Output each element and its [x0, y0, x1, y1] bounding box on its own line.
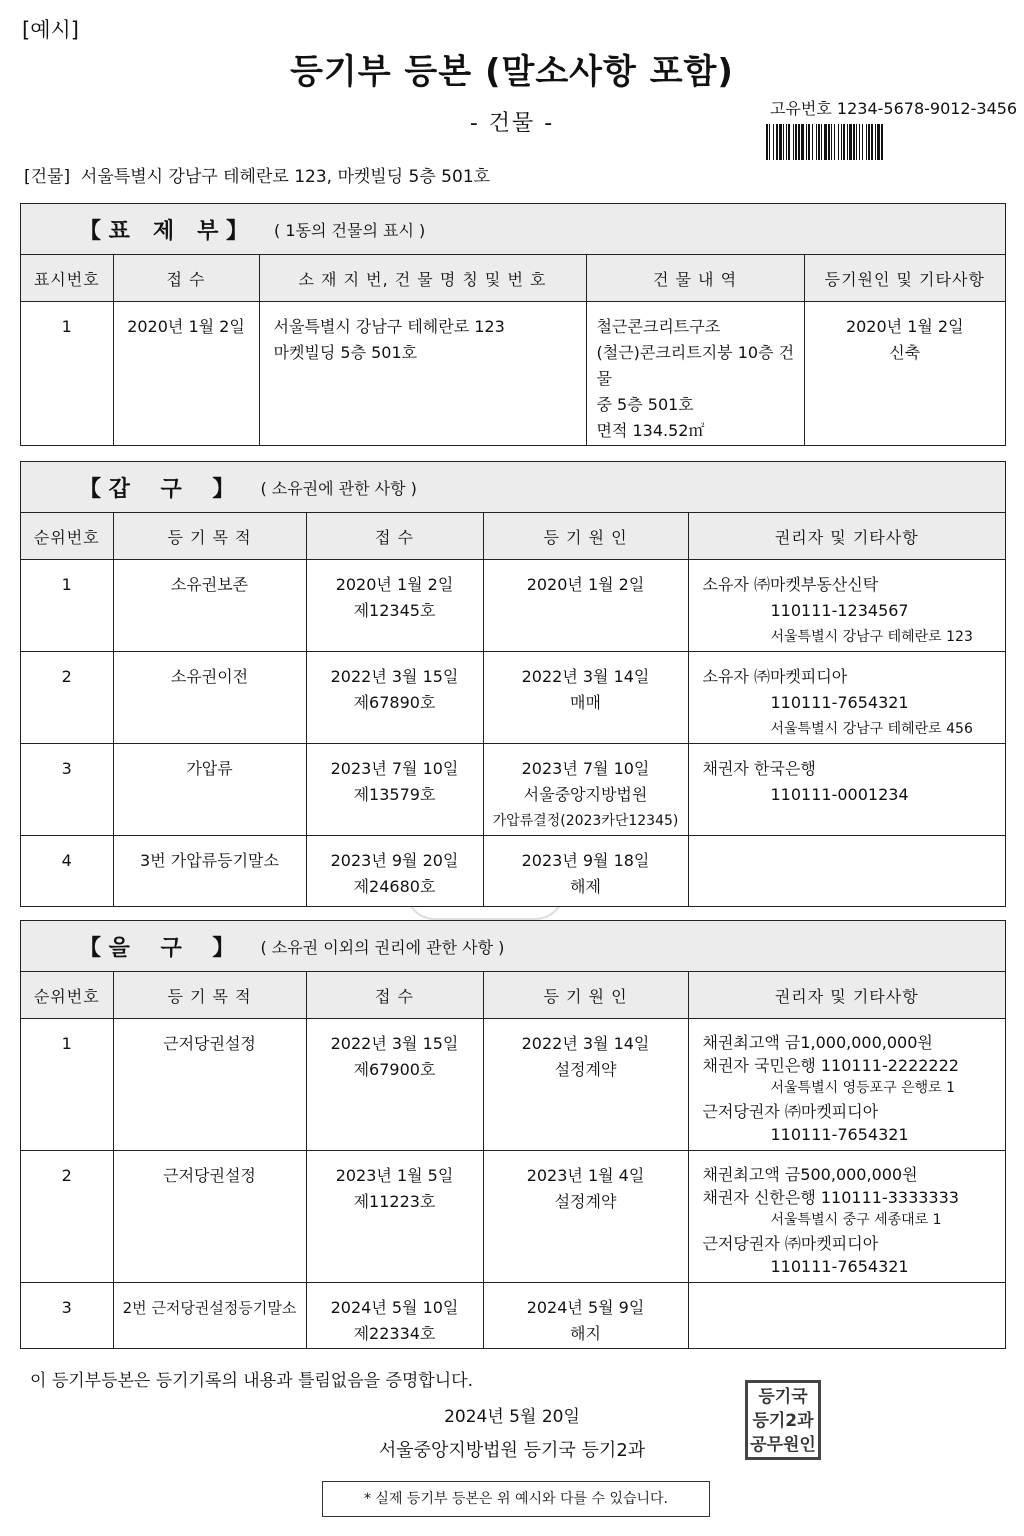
cause-line: 신축: [889, 343, 921, 362]
rights-line: 채권최고액 금500,000,000원: [702, 1165, 918, 1184]
building-address: 서울특별시 강남구 테헤란로 123, 마켓빌딩 5층 501호: [80, 167, 491, 187]
cause-line: 해지: [570, 1324, 601, 1343]
receipt-date: 2020년 1월 2일: [113, 302, 259, 446]
column-header: 순위번호: [21, 972, 113, 1019]
rights-line: 채권최고액 금1,000,000,000원: [702, 1033, 933, 1052]
receipt-number: 제67890호: [353, 693, 436, 712]
official-seal: [745, 1380, 821, 1460]
rights-line: 110111-0001234: [770, 785, 909, 804]
rights-holder-cell: [688, 744, 1005, 836]
receipt-cell: [306, 1283, 483, 1349]
gapgu-desc: ( 소유권에 관한 사항 ): [260, 478, 417, 498]
receipt-cell: [306, 836, 483, 906]
building-detail-cell: [586, 302, 804, 446]
rank-number: 3: [21, 1283, 113, 1349]
pyoje-title: 【 표 제 부 】: [79, 218, 249, 244]
registration-purpose: 소유권보존: [113, 560, 306, 652]
pyoje-header-row: [21, 255, 1005, 302]
location-line: 마켓빌딩 5층 501호: [273, 343, 418, 362]
detail-line: 철근콘크리트구조: [596, 317, 721, 336]
cause-line: 2023년 7월 10일: [521, 759, 650, 778]
column-header: 접 수: [306, 972, 483, 1019]
cause-line: 2024년 5월 9일: [526, 1298, 645, 1317]
table-row: [21, 1283, 1005, 1349]
column-header: 접 수: [306, 513, 483, 560]
cause-cell: [483, 652, 688, 744]
eulgu-header: [21, 921, 1005, 972]
eulgu-table: [21, 972, 1005, 1348]
document-title: 등기부 등본 (말소사항 포함): [290, 52, 734, 92]
certification-text: 이 등기부등본은 등기기록의 내용과 틀림없음을 증명합니다.: [30, 1371, 473, 1391]
column-header: 표시번호: [21, 255, 113, 302]
document-subtitle: - 건물 -: [469, 111, 555, 136]
receipt-cell: [306, 1019, 483, 1151]
rights-holder-cell: [688, 652, 1005, 744]
cause-cell: [483, 836, 688, 906]
receipt-number: 제11223호: [353, 1192, 436, 1211]
receipt-date: 2023년 7월 10일: [330, 759, 459, 778]
column-header: 소 재 지 번, 건 물 명 칭 및 번 호: [259, 255, 586, 302]
disclaimer-note: * 실제 등기부 등본은 위 예시와 다를 수 있습니다.: [322, 1481, 710, 1517]
rights-line: 채권자 한국은행: [702, 759, 816, 778]
column-header: 접 수: [113, 255, 259, 302]
gapgu-header: [21, 462, 1005, 513]
cause-line: 2022년 3월 14일: [521, 1034, 650, 1053]
table-row: [21, 302, 1005, 446]
table-row: [21, 652, 1005, 744]
cause-cell: [483, 744, 688, 836]
location-cell: [259, 302, 586, 446]
receipt-cell: [306, 1151, 483, 1283]
rank-number: 4: [21, 836, 113, 906]
rank-number: 1: [21, 560, 113, 652]
registration-purpose: 소유권이전: [113, 652, 306, 744]
cause-line: 2022년 3월 14일: [521, 667, 650, 686]
eulgu-section: [20, 920, 1006, 1349]
cause-line: 가압류결정(2023카단12345): [492, 813, 679, 829]
receipt-cell: [306, 652, 483, 744]
cause-line: 매매: [570, 693, 601, 712]
receipt-date: 2024년 5월 10일: [330, 1298, 459, 1317]
display-number: 1: [21, 302, 113, 446]
rights-line: 근저당권자 ㈜마켓피디아: [702, 1234, 879, 1253]
receipt-date: 2023년 9월 20일: [330, 851, 459, 870]
rights-address: 서울특별시 강남구 테헤란로 456: [770, 721, 973, 737]
location-line: 서울특별시 강남구 테헤란로 123: [273, 317, 505, 336]
table-row: [21, 560, 1005, 652]
cause-line: 2023년 1월 4일: [526, 1166, 645, 1185]
building-label: [건물]: [24, 167, 71, 187]
rights-address: 서울특별시 강남구 테헤란로 123: [770, 629, 973, 645]
table-row: [21, 1151, 1005, 1283]
rights-line: 채권자 국민은행 110111-2222222: [702, 1056, 959, 1075]
rank-number: 1: [21, 1019, 113, 1151]
registration-purpose: 가압류: [113, 744, 306, 836]
column-header: 등기원인 및 기타사항: [804, 255, 1005, 302]
rights-holder-cell: [688, 836, 1005, 906]
rights-holder-cell: [688, 1283, 1005, 1349]
cause-line: 2020년 1월 2일: [526, 575, 645, 594]
pyoje-table: [21, 255, 1005, 445]
gapgu-section: [20, 461, 1006, 907]
column-header: 등 기 원 인: [483, 513, 688, 560]
rights-line: 110111-7654321: [770, 693, 909, 712]
seal-line: 등기2과: [752, 1411, 814, 1431]
rank-number: 2: [21, 652, 113, 744]
receipt-number: 제67900호: [353, 1060, 436, 1079]
receipt-date: 2020년 1월 2일: [335, 575, 454, 594]
column-header: 등 기 목 적: [113, 972, 306, 1019]
seal-line: 등기국: [758, 1387, 808, 1407]
rights-line: 근저당권자 ㈜마켓피디아: [702, 1102, 879, 1121]
column-header: 권리자 및 기타사항: [688, 972, 1005, 1019]
receipt-cell: [306, 744, 483, 836]
receipt-number: 제24680호: [353, 877, 436, 896]
registration-purpose: 근저당권설정: [113, 1019, 306, 1151]
issuing-office: 서울중앙지방법원 등기국 등기2과: [378, 1440, 646, 1461]
gapgu-table: [21, 513, 1005, 906]
rights-address: 서울특별시 중구 세종대로 1: [770, 1212, 942, 1228]
table-row: [21, 744, 1005, 836]
receipt-number: 제22334호: [353, 1324, 436, 1343]
rights-line: 110111-7654321: [770, 1257, 909, 1276]
eulgu-desc: ( 소유권 이외의 권리에 관한 사항 ): [260, 937, 505, 957]
rights-line: 채권자 신한은행 110111-3333333: [702, 1188, 959, 1207]
receipt-date: 2022년 3월 15일: [330, 667, 459, 686]
receipt-date: 2022년 3월 15일: [330, 1034, 459, 1053]
registration-purpose: 근저당권설정: [113, 1151, 306, 1283]
receipt-number: 제12345호: [353, 601, 436, 620]
rank-number: 3: [21, 744, 113, 836]
cause-line: 설정계약: [554, 1192, 617, 1211]
column-header: 건 물 내 역: [586, 255, 804, 302]
cause-cell: [483, 1151, 688, 1283]
gapgu-header-row: [21, 513, 1005, 560]
cause-line: 2020년 1월 2일: [845, 317, 964, 336]
cause-line: 해제: [570, 877, 601, 896]
registration-purpose: 3번 가압류등기말소: [113, 836, 306, 906]
cause-cell: [483, 1283, 688, 1349]
seal-line: 공무원인: [750, 1435, 816, 1455]
issue-date: 2024년 5월 20일: [444, 1407, 580, 1427]
pyoje-header: [21, 204, 1005, 255]
registration-purpose: 2번 근저당권설정등기말소: [113, 1283, 306, 1349]
rights-line: 소유자 ㈜마켓부동산신탁: [702, 575, 879, 594]
receipt-date: 2023년 1월 5일: [335, 1166, 454, 1185]
rights-holder-cell: [688, 1019, 1005, 1151]
eulgu-header-row: [21, 972, 1005, 1019]
rights-holder-cell: [688, 1151, 1005, 1283]
table-row: [21, 1019, 1005, 1151]
detail-line: (철근)콘크리트지붕 10층 건물: [596, 343, 795, 388]
rank-number: 2: [21, 1151, 113, 1283]
cause-line: 설정계약: [554, 1060, 617, 1079]
rights-address: 서울특별시 영등포구 은행로 1: [770, 1080, 956, 1096]
barcode: [766, 124, 1004, 160]
cause-cell: [483, 560, 688, 652]
detail-line: 중 5층 501호: [596, 395, 694, 414]
rights-line: 110111-7654321: [770, 1125, 909, 1144]
cause-line: 서울중앙지방법원: [523, 785, 648, 804]
cause-cell: [804, 302, 1005, 446]
receipt-number: 제13579호: [353, 785, 436, 804]
column-header: 등 기 원 인: [483, 972, 688, 1019]
rights-line: 110111-1234567: [770, 601, 909, 620]
table-row: [21, 836, 1005, 906]
building-line: [24, 162, 490, 187]
column-header: 등 기 목 적: [113, 513, 306, 560]
gapgu-title: 【 갑 구 】: [79, 476, 235, 502]
pyoje-section: [20, 203, 1006, 446]
detail-line: 면적 134.52㎡: [596, 421, 705, 440]
column-header: 순위번호: [21, 513, 113, 560]
cause-cell: [483, 1019, 688, 1151]
rights-line: 소유자 ㈜마켓피디아: [702, 667, 848, 686]
example-tag: [예시]: [22, 18, 79, 42]
unique-number: 고유번호 1234-5678-9012-3456: [770, 99, 1018, 118]
cause-line: 2023년 9월 18일: [521, 851, 650, 870]
column-header: 권리자 및 기타사항: [688, 513, 1005, 560]
pyoje-desc: ( 1동의 건물의 표시 ): [274, 220, 426, 240]
eulgu-title: 【 을 구 】: [79, 935, 235, 961]
receipt-cell: [306, 560, 483, 652]
rights-holder-cell: [688, 560, 1005, 652]
